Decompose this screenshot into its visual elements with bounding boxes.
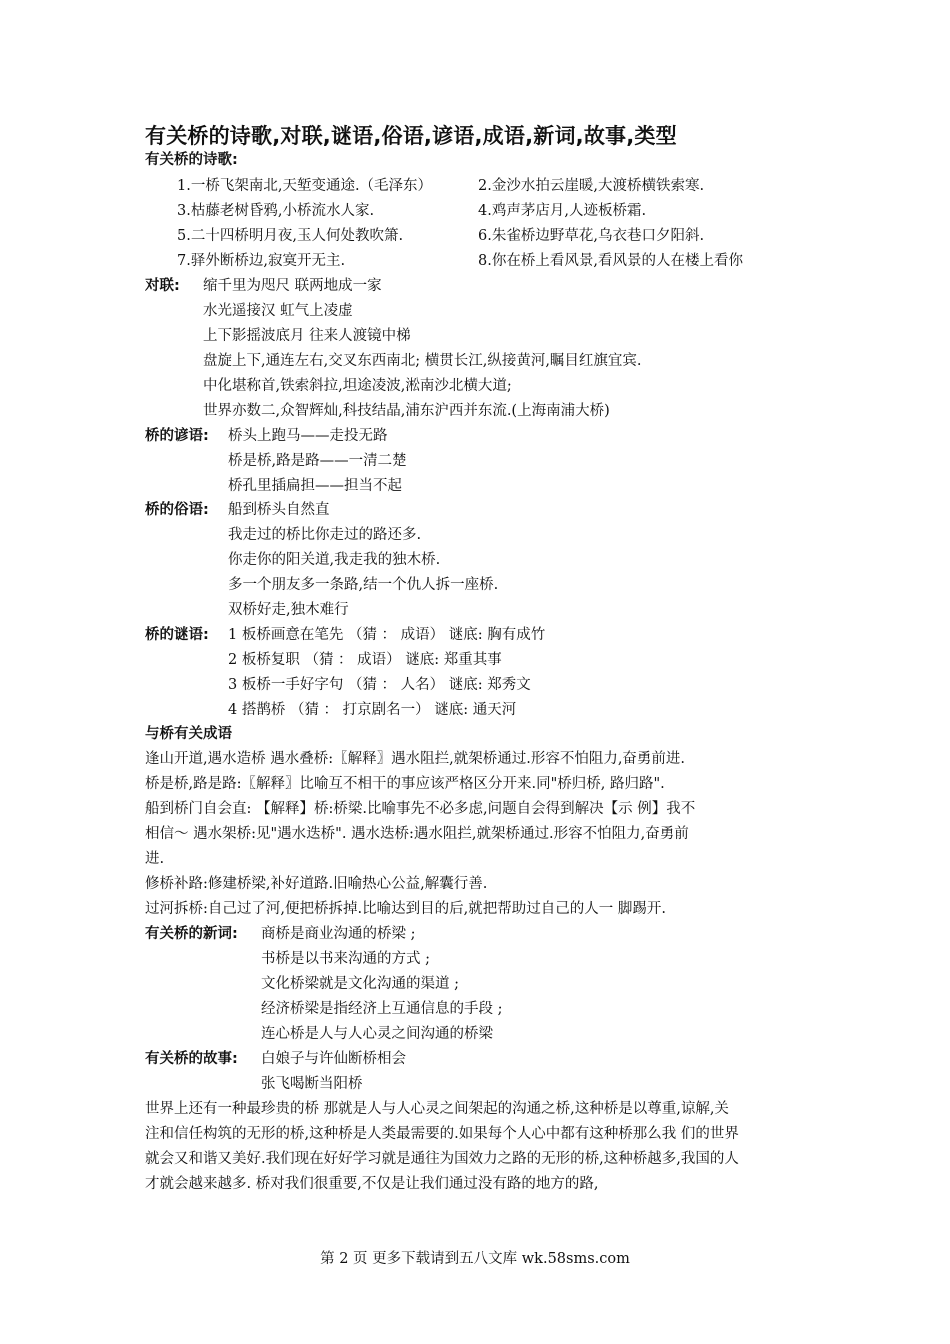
- riddle-1: 1 板桥画意在笔先 （猜 ： 成语） 谜底: 胸有成竹: [228, 627, 546, 643]
- poem-5: 5.二十四桥明月夜,玉人何处教吹箫.: [177, 228, 404, 244]
- poem-1: 1.一桥飞架南北,天堑变通途.（毛泽东）: [177, 178, 433, 194]
- idioms-heading: 与桥有关成语: [145, 726, 232, 742]
- proverb-3: 桥孔里插扁担——担当不起: [228, 478, 402, 494]
- riddle-2: 2 板桥复职 （猜 ： 成语） 谜底: 郑重其事: [228, 652, 502, 668]
- sayings-heading: 桥的俗语:: [145, 502, 209, 518]
- new-word-1: 商桥是商业沟通的桥梁 ;: [261, 926, 416, 942]
- story-1: 白娘子与许仙断桥相会: [261, 1051, 406, 1067]
- essay-line-4: 才就会越来越多. 桥对我们很重要,不仅是让我们通过没有路的地方的路,: [145, 1176, 599, 1192]
- idiom-line-5: 进.: [145, 851, 165, 867]
- saying-5: 双桥好走,独木难行: [228, 602, 349, 618]
- essay-line-2: 注和信任构筑的无形的桥,这种桥是人类最需要的.如果每个人心中都有这种桥那么我 们的世界: [145, 1126, 739, 1142]
- page-footer: 第 2 页 更多下载请到五八文库 wk.58sms.com: [320, 1251, 630, 1267]
- new-word-2: 书桥是以书来沟通的方式 ;: [261, 951, 430, 967]
- page-title: 有关桥的诗歌,对联,谜语,俗语,谚语,成语,新词,故事,类型: [145, 124, 677, 148]
- new-word-5: 连心桥是人与人心灵之间沟通的桥梁: [261, 1026, 493, 1042]
- idiom-line-3: 船到桥门自会直: 【解释】桥:桥梁.比喻事先不必多虑,问题自会得到解决【示 例】我不: [145, 801, 696, 817]
- new-word-4: 经济桥梁是指经济上互通信息的手段 ;: [261, 1001, 503, 1017]
- riddle-4: 4 搭鹊桥 （猜 ： 打京剧名一） 谜底: 通天河: [228, 702, 517, 718]
- saying-3: 你走你的阳关道,我走我的独木桥.: [228, 552, 441, 568]
- proverbs-heading: 桥的谚语:: [145, 428, 209, 444]
- poems-heading: 有关桥的诗歌:: [145, 152, 238, 168]
- idiom-line-6: 修桥补路:修建桥梁,补好道路.旧喻热心公益,解囊行善.: [145, 876, 488, 892]
- saying-1: 船到桥头自然直: [228, 502, 330, 518]
- new-word-3: 文化桥梁就是文化沟通的渠道 ;: [261, 976, 459, 992]
- riddles-heading: 桥的谜语:: [145, 627, 209, 643]
- couplets-heading: 对联:: [145, 278, 180, 294]
- couplet-4: 盘旋上下,通连左右,交叉东西南北; 横贯长江,纵接黄河,瞩目红旗宜宾.: [203, 353, 642, 369]
- poem-4: 4.鸡声茅店月,人迹板桥霜.: [478, 203, 647, 219]
- couplet-2: 水光遥接汉 虹气上凌虚: [203, 303, 353, 319]
- riddle-3: 3 板桥一手好字句 （猜 ： 人名） 谜底: 郑秀文: [228, 677, 531, 693]
- story-2: 张飞喝断当阳桥: [261, 1076, 363, 1092]
- poem-6: 6.朱雀桥边野草花,乌衣巷口夕阳斜.: [478, 228, 705, 244]
- couplet-3: 上下影摇波底月 往来人渡镜中梯: [203, 328, 411, 344]
- proverb-2: 桥是桥,路是路——一清二楚: [228, 453, 407, 469]
- idiom-line-1: 逢山开道,遇水造桥 遇水叠桥:〖解释〗遇水阻拦,就架桥通过.形容不怕阻力,奋勇前进.: [145, 751, 686, 767]
- essay-line-1: 世界上还有一种最珍贵的桥 那就是人与人心灵之间架起的沟通之桥,这种桥是以尊重,谅解,关: [145, 1101, 729, 1117]
- couplet-6: 世界亦数二,众智辉灿,科技结晶,浦东沪西并东流.(上海南浦大桥): [203, 403, 610, 419]
- poem-2: 2.金沙水拍云崖暖,大渡桥横铁索寒.: [478, 178, 705, 194]
- proverb-1: 桥头上跑马——走投无路: [228, 428, 388, 444]
- idiom-line-2: 桥是桥,路是路:〖解释〗比喻互不相干的事应该严格区分开来.同"桥归桥, 路归路".: [145, 776, 665, 792]
- poem-7: 7.驿外断桥边,寂寞开无主.: [177, 253, 346, 269]
- couplet-1: 缩千里为咫尺 联两地成一家: [203, 278, 382, 294]
- saying-4: 多一个朋友多一条路,结一个仇人拆一座桥.: [228, 577, 499, 593]
- poem-8: 8.你在桥上看风景,看风景的人在楼上看你: [478, 253, 743, 269]
- poem-3: 3.枯藤老树昏鸦,小桥流水人家.: [177, 203, 375, 219]
- idiom-line-7: 过河拆桥:自己过了河,便把桥拆掉.比喻达到目的后,就把帮助过自己的人一 脚踢开.: [145, 901, 666, 917]
- new-words-heading: 有关桥的新词:: [145, 926, 238, 942]
- stories-heading: 有关桥的故事:: [145, 1051, 238, 1067]
- couplet-5: 中化堪称首,铁索斜拉,坦途凌波,淞南沙北横大道;: [203, 378, 512, 394]
- essay-line-3: 就会又和谐又美好.我们现在好好学习就是通往为国效力之路的无形的桥,这种桥越多,我国的人: [145, 1151, 739, 1167]
- idiom-line-4: 相信～ 遇水架桥:见"遇水迭桥". 遇水迭桥:遇水阻拦,就架桥通过.形容不怕阻力,奋勇前: [145, 826, 689, 842]
- saying-2: 我走过的桥比你走过的路还多.: [228, 527, 422, 543]
